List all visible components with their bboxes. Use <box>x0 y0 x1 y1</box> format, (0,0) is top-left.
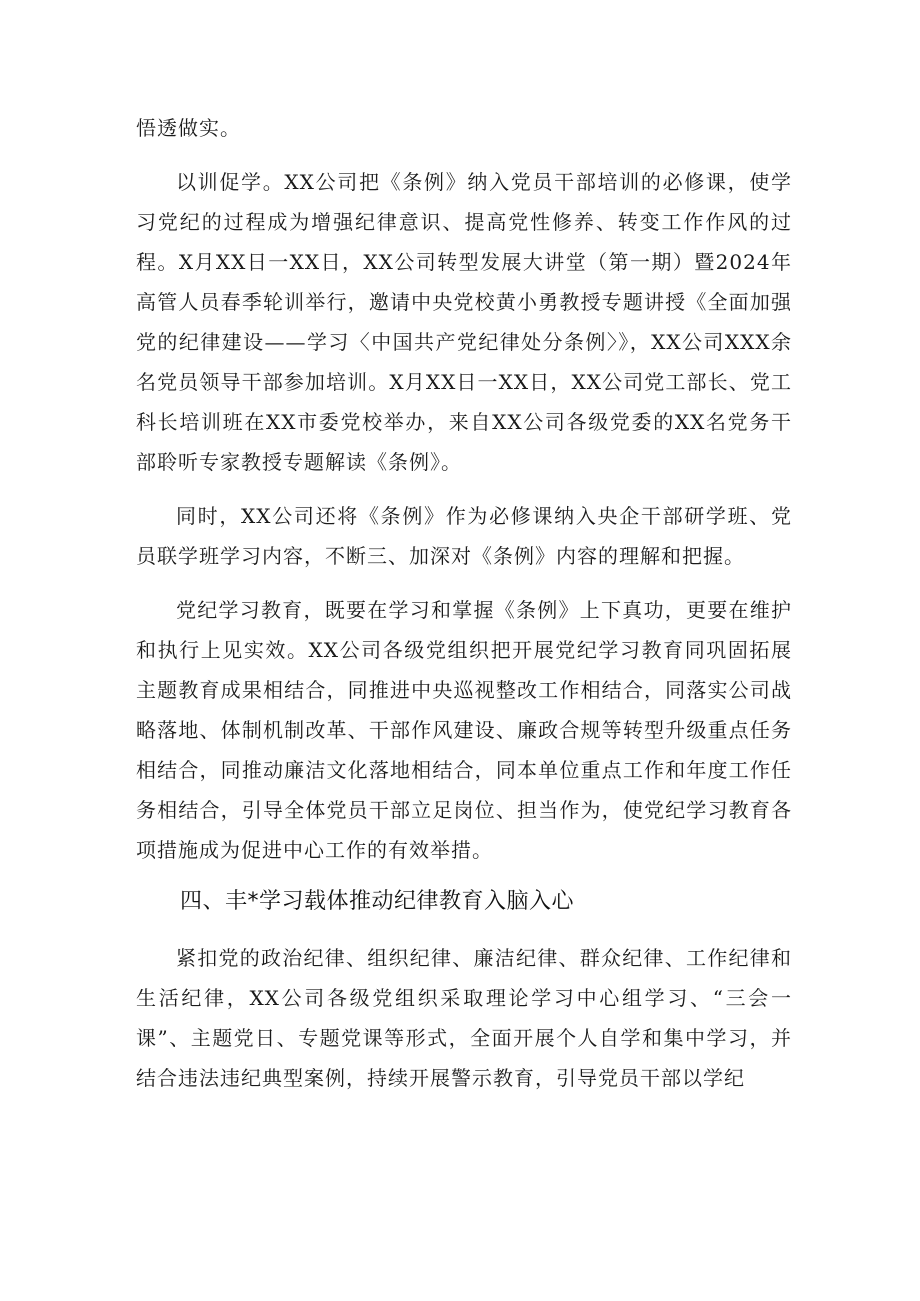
paragraph-training: 以训促学。XX公司把《条例》纳入党员干部培训的必修课，使学习党纪的过程成为增强纪律意识、提高党性修养、转变工作作风的过程。X月XX日一XX日，XX公司转型发展大讲堂（第一期）暨2024年高管人员春季轮训举行，邀请中央党校黄小勇教授专题讲授《全面加强党的纪律建设——学习〈中国共产党纪律处分条例〉》，XX公司XXX余名党员领导干部参加培训。X月XX日一XX日，XX公司党工部长、党工科长培训班在XX市委党校举办，来自XX公司各级党委的XX名党务干部聆听专家教授专题解读《条例》。 <box>136 170 792 474</box>
section-heading: 四、丰*学习载体推动纪律教育入脑入心 <box>180 889 575 914</box>
paragraph-discipline-education: 党纪学习教育，既要在学习和掌握《条例》上下真功，更要在维护和执行上见实效。XX公司各级党组织把开展党纪学习教育同巩固拓展主题教育成果相结合，同推进中央巡视整改工作相结合，同落实公司战略落地、体制机制改革、干部作风建设、廉政合规等转型升级重点任务相结合，同推动廉洁文化落地相结合，同本单位重点工作和年度工作任务相结合，引导全体党员干部立足岗位、担当作为，使党纪学习教育各项措施成为促进中心工作的有效举措。 <box>136 598 792 862</box>
paragraph-continuation: 悟透做实。 <box>136 116 241 140</box>
paragraph-meanwhile: 同时，XX公司还将《条例》作为必修课纳入央企干部研学班、党员联学班学习内容，不断三、加深对《条例》内容的理解和把握。 <box>136 504 792 568</box>
document-body <box>136 108 792 1098</box>
paragraph-discipline-types: 紧扣党的政治纪律、组织纪律、廉洁纪律、群众纪律、工作纪律和生活纪律，XX公司各级党组织采取理论学习中心组学习、“三会一课”、主题党日、专题党课等形式，全面开展个人自学和集中学习，并结合违法违纪典型案例，持续开展警示教育，引导党员干部以学纪 <box>136 946 792 1090</box>
